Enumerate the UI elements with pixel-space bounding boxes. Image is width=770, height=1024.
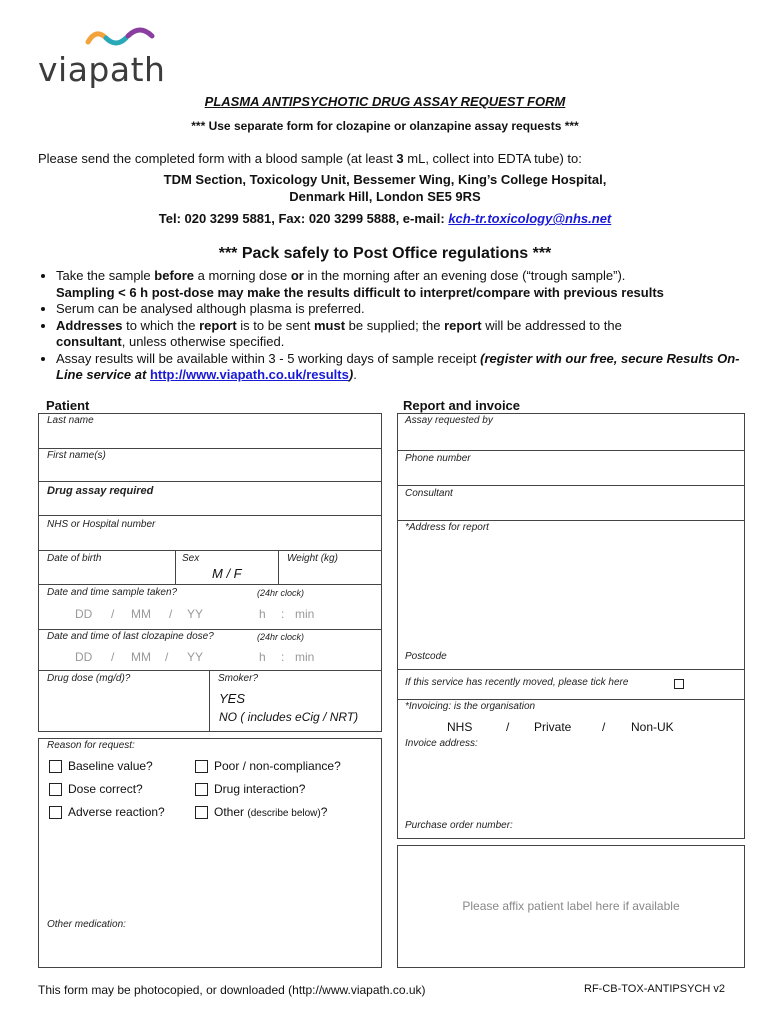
last-dose-field[interactable]: Date and time of last clozapine dose? (24hr clock) DD / MM / YY h : min <box>38 629 382 671</box>
sex-label: Sex <box>182 553 200 564</box>
postcode-label: Postcode <box>405 651 447 662</box>
purchase-order-label: Purchase order number: <box>405 820 513 831</box>
first-name-label: First name(s) <box>47 450 106 461</box>
weight-label: Weight (kg) <box>287 553 338 564</box>
consultant-field[interactable] <box>397 485 745 521</box>
footer-note: This form may be photocopied, or downloaded (http://www.viapath.co.uk) <box>38 983 426 997</box>
invoicing-label: *Invoicing: is the organisation <box>405 701 536 712</box>
dob-field[interactable] <box>38 550 176 585</box>
form-code: RF-CB-TOX-ANTIPSYCH v2 <box>584 983 725 995</box>
report-address-field[interactable] <box>397 520 745 670</box>
other-medication-label: Other medication: <box>47 919 126 930</box>
reason-dose-correct[interactable]: Dose correct? <box>49 782 143 796</box>
form-subtitle: *** Use separate form for clozapine or olanzapine assay requests *** <box>191 119 579 133</box>
patient-heading: Patient <box>46 398 90 413</box>
phone-field[interactable] <box>397 450 745 486</box>
contact-line: Tel: 020 3299 5881, Fax: 020 3299 5888, e-mail: kch-tr.toxicology@nhs.net <box>158 211 612 226</box>
reason-label: Reason for request: <box>47 740 135 751</box>
list-item: • Addresses to which the report is to be sent must be supplied; the report will be addressed to the consultant, unless otherwise specified. <box>56 318 756 351</box>
reason-poor-compliance[interactable]: Poor / non-compliance? <box>195 759 341 773</box>
invoice-non-uk[interactable]: Non-UK <box>631 720 674 734</box>
viapath-logo-mark <box>84 24 160 50</box>
checkbox[interactable] <box>195 760 208 773</box>
instruction-list <box>38 268 756 384</box>
last-name-field[interactable] <box>38 413 382 449</box>
checkbox[interactable] <box>49 783 62 796</box>
drug-dose-field[interactable] <box>38 670 210 732</box>
results-link[interactable]: http://www.viapath.co.uk/results <box>149 367 349 382</box>
list-item: • Serum can be analysed although plasma is preferred. <box>56 301 756 318</box>
last-dose-label: Date and time of last clozapine dose? <box>47 631 214 642</box>
reason-interaction[interactable]: Drug interaction? <box>195 782 305 796</box>
invoice-address-label: Invoice address: <box>405 738 478 749</box>
checkbox[interactable] <box>49 806 62 819</box>
address-line-2: Denmark Hill, London SE5 9RS <box>289 189 481 204</box>
reason-baseline[interactable]: Baseline value? <box>49 759 153 773</box>
address-line-1: TDM Section, Toxicology Unit, Bessemer Wing, King’s College Hospital, <box>163 172 607 187</box>
sex-options[interactable]: M / F <box>212 566 242 581</box>
reason-adverse[interactable]: Adverse reaction? <box>49 805 165 819</box>
patient-label-area <box>397 845 745 968</box>
last-name-label: Last name <box>47 415 94 426</box>
checkbox[interactable] <box>195 806 208 819</box>
invoice-nhs[interactable]: NHS <box>447 720 473 734</box>
report-address-label: *Address for report <box>405 522 489 533</box>
assay-requested-by-label: Assay requested by <box>405 415 493 426</box>
invoice-private[interactable]: Private <box>534 720 572 734</box>
moved-label: If this service has recently moved, please tick here <box>405 677 629 688</box>
sex-field[interactable] <box>175 550 279 585</box>
list-item: • Assay results will be available within 3 - 5 working days of sample receipt (register with our free, secure Results On-Line service at http://www.viapath.co.uk/results). <box>56 351 756 384</box>
form-title: PLASMA ANTIPSYCHOTIC DRUG ASSAY REQUEST FORM <box>204 94 566 109</box>
list-item: • Take the sample before a morning dose or in the morning after an evening dose (“trough sample”). Sampling < 6 h post-dose may make the results difficult to interpret/compare with previous results <box>56 268 756 301</box>
moved-checkbox[interactable] <box>674 679 684 689</box>
patient-label-note: Please affix patient label here if available <box>462 899 680 913</box>
drug-dose-label: Drug dose (mg/d)? <box>47 673 131 684</box>
packing-notice: *** Pack safely to Post Office regulations *** <box>218 245 552 262</box>
nhs-number-field[interactable] <box>38 515 382 551</box>
phone-label: Phone number <box>405 453 471 464</box>
consultant-label: Consultant <box>405 488 453 499</box>
smoker-label: Smoker? <box>218 673 259 684</box>
reason-section <box>38 738 382 968</box>
weight-field[interactable] <box>278 550 382 585</box>
smoker-field[interactable] <box>209 670 382 732</box>
drug-assay-field[interactable] <box>38 481 382 516</box>
email-link[interactable]: kch-tr.toxicology@nhs.net <box>448 211 612 226</box>
reason-other[interactable]: Other (describe below)? <box>195 805 327 819</box>
moved-field <box>397 669 745 700</box>
smoker-yes[interactable]: YES <box>219 691 246 706</box>
clock-note: (24hr clock) <box>257 588 305 598</box>
report-heading: Report and invoice <box>403 398 521 413</box>
sample-taken-label: Date and time sample taken? <box>47 587 178 598</box>
smoker-no[interactable]: NO ( includes eCig / NRT) <box>219 710 359 724</box>
drug-assay-label: Drug assay required <box>47 485 154 497</box>
viapath-logo: viapath <box>38 50 166 89</box>
checkbox[interactable] <box>195 783 208 796</box>
assay-requested-by-field[interactable] <box>397 413 745 451</box>
dob-label: Date of birth <box>47 553 102 564</box>
send-instructions: Please send the completed form with a blood sample (at least 3 mL, collect into EDTA tube) to: <box>38 151 582 166</box>
sample-taken-field[interactable]: Date and time sample taken? (24hr clock) DD / MM / YY h : min <box>38 584 382 630</box>
first-name-field[interactable] <box>38 448 382 482</box>
checkbox[interactable] <box>49 760 62 773</box>
invoicing-field[interactable]: *Invoicing: is the organisation NHS / Private / Non-UK Invoice address: Purchase order number: <box>397 699 745 839</box>
nhs-number-label: NHS or Hospital number <box>47 519 156 530</box>
